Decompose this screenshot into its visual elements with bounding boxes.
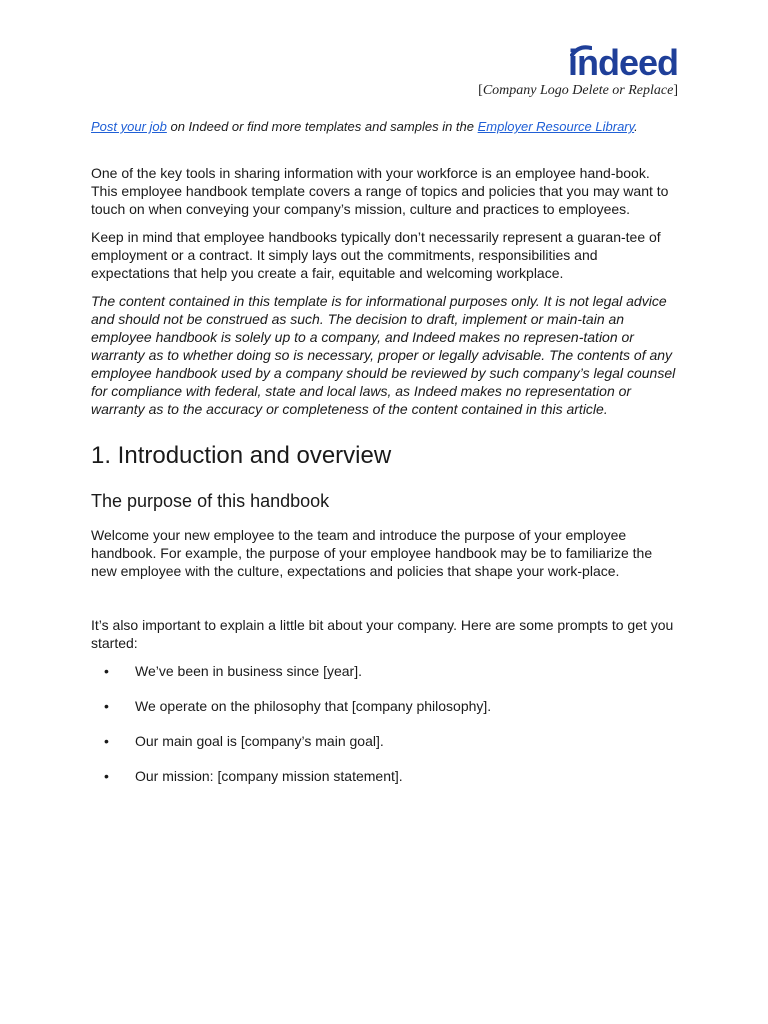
bullet: • <box>104 733 109 749</box>
bullet: • <box>104 698 109 714</box>
indeed-logo <box>568 44 678 82</box>
employer-resource-library-link[interactable]: Employer Resource Library <box>477 119 635 134</box>
logo-area <box>478 44 678 99</box>
list-item: • Our main goal is [company’s main goal]. <box>104 733 384 749</box>
section-subheading: The purpose of this handbook <box>91 491 330 511</box>
prompt-list <box>91 662 679 785</box>
purpose-paragraph: Welcome your new employee to the team and introduce the purpose of your employee handbook. For example, the purpose of your employee handbook may be to familiarize the new employee with the culture, expectations and policies that shape your work-place. <box>91 527 653 579</box>
intro-text-middle: on Indeed or find more templates and samples in the <box>166 119 478 134</box>
document-content <box>91 118 679 802</box>
logo-caption: [Company Logo Delete or Replace] <box>478 83 678 98</box>
bullet: • <box>104 768 109 784</box>
logo-arc-icon <box>570 44 592 56</box>
intro-paragraph: One of the key tools in sharing information with your workforce is an employee hand-book. This employee handbook template covers a range of topics and policies that you may want to touch on when conveying your company’s mission, culture and practices to employees. <box>91 165 669 217</box>
intro-text-end: . <box>634 119 638 134</box>
intro-line <box>91 118 679 136</box>
company-intro-paragraph: It’s also important to explain a little bit about your company. Here are some prompts to get you started: <box>91 617 674 651</box>
list-item: • We’ve been in business since [year]. <box>104 663 362 679</box>
logo-text: indeed <box>567 42 678 83</box>
disclaimer-contract-paragraph: Keep in mind that employee handbooks typically don’t necessarily represent a guaran-tee of employment or a contract. It simply lays out the commitments, responsibilities and expectations that help you create a fair, equitable and welcoming workplace. <box>91 229 661 281</box>
section-heading: 1. Introduction and overview <box>91 442 392 469</box>
list-item: • We operate on the philosophy that [company philosophy]. <box>104 698 492 714</box>
bullet: • <box>104 663 109 679</box>
list-item: • Our mission: [company mission statement]. <box>104 768 403 784</box>
legal-disclaimer: The content contained in this template is for informational purposes only. It is not legal advice and should not be construed as such. The decision to draft, implement or main-tain an employee handbook is solely up to a company, and Indeed makes no represen-tation or warranty as to whether doing so is necessary, proper or legally advisable. The contents of any employee handbook used by a company should be reviewed by such company’s legal counsel for compliance with federal, state and local laws, as Indeed makes no representation or warranty as to the accuracy or completeness of the content contained in this article. <box>91 293 676 417</box>
post-your-job-link[interactable]: Post your job <box>91 119 167 134</box>
